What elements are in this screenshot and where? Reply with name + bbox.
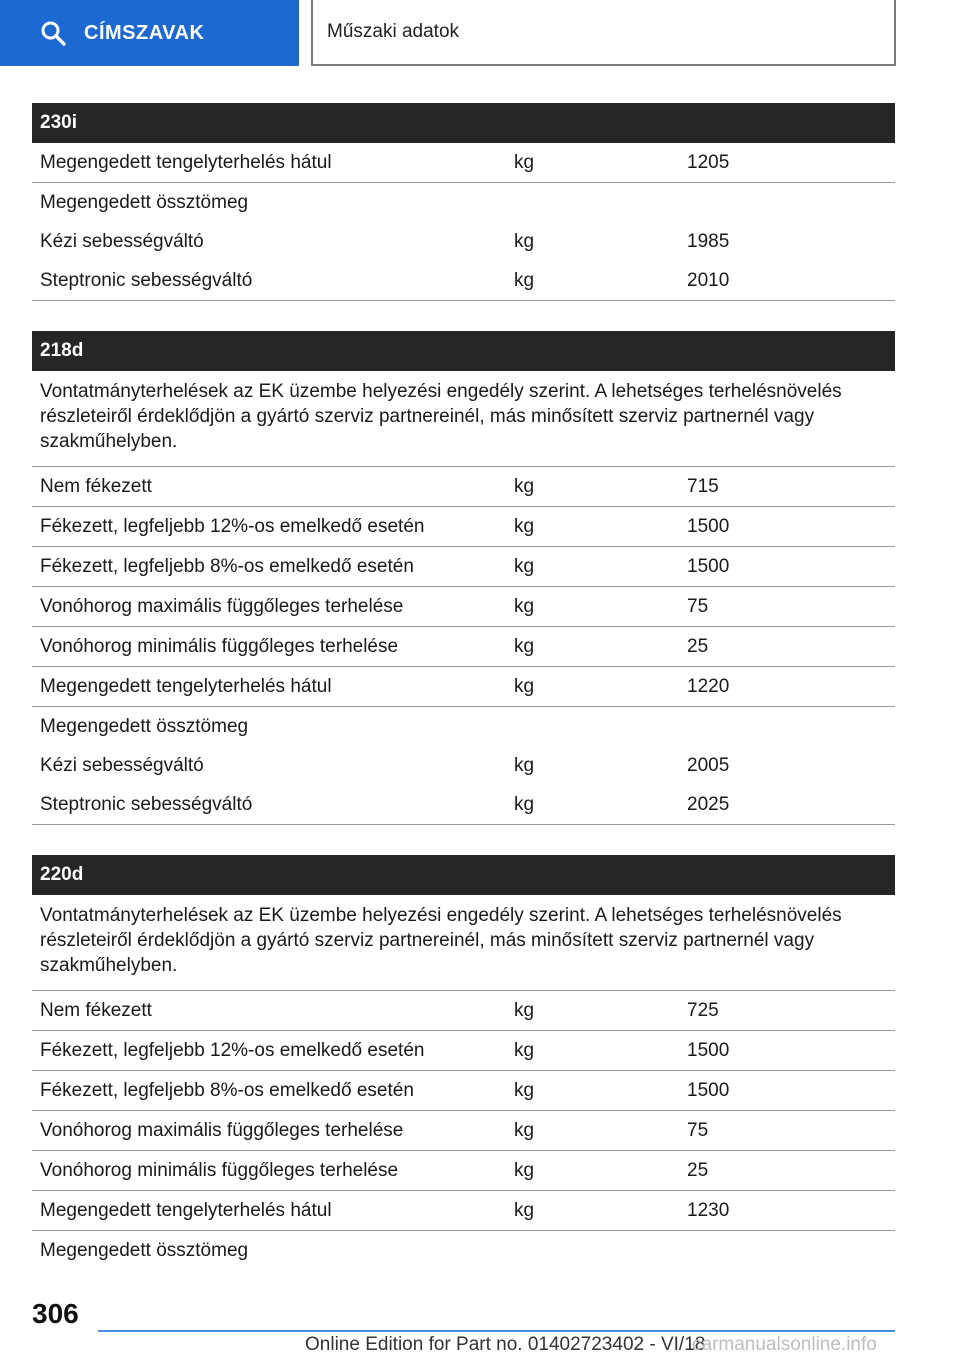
row-unit: kg	[514, 1040, 535, 1061]
table-row	[32, 507, 895, 547]
table-row	[32, 1031, 895, 1071]
row-unit: kg	[514, 152, 535, 173]
row-unit	[506, 707, 679, 746]
row-value: 2025	[687, 794, 730, 815]
table-row	[32, 1111, 895, 1151]
row-value: 25	[687, 1160, 709, 1181]
spec-block-220d	[32, 855, 895, 1270]
section-title: Műszaki adatok	[311, 0, 896, 66]
row-label: Nem fékezett	[40, 476, 152, 497]
row-unit	[506, 1231, 679, 1270]
row-label: Fékezett, legfeljebb 8%-os emelkedő esetén	[40, 1080, 414, 1101]
row-label: Megengedett tengelyterhelés hátul	[40, 152, 332, 173]
page-number: 306	[32, 1298, 79, 1329]
table-row	[32, 1231, 895, 1270]
row-value: 25	[687, 636, 709, 657]
watermark: carmanualsonline.info	[692, 1334, 877, 1355]
row-unit: kg	[514, 794, 535, 815]
row-unit: kg	[514, 270, 535, 291]
table-row	[32, 785, 895, 825]
row-unit: kg	[514, 1000, 535, 1021]
row-value: 1205	[687, 152, 730, 173]
row-label: Kézi sebességváltó	[40, 755, 204, 776]
spec-content	[32, 103, 895, 1300]
row-value: 715	[687, 476, 719, 497]
row-label: Vonóhorog minimális függőleges terhelése	[40, 1160, 399, 1181]
footer-divider	[98, 1330, 895, 1332]
row-value: 1500	[687, 1080, 730, 1101]
row-label: Fékezett, legfeljebb 12%-os emelkedő esetén	[40, 1040, 425, 1061]
row-label: Megengedett tengelyterhelés hátul	[40, 676, 332, 697]
block-header: 230i	[32, 103, 895, 143]
row-label: Megengedett össztömeg	[40, 192, 249, 213]
row-unit: kg	[514, 1080, 535, 1101]
row-label: Vonóhorog maximális függőleges terhelése	[40, 1120, 404, 1141]
row-unit: kg	[514, 676, 535, 697]
row-value	[679, 1231, 895, 1270]
row-label: Megengedett össztömeg	[40, 716, 249, 737]
table-row	[32, 707, 895, 746]
top-bar	[0, 0, 960, 66]
table-row	[32, 261, 895, 301]
row-unit: kg	[514, 755, 535, 776]
table-row	[32, 143, 895, 183]
table-row	[32, 467, 895, 507]
row-value: 1985	[687, 231, 730, 252]
row-unit: kg	[514, 1120, 535, 1141]
block-note: Vontatmányterhelések az EK üzembe helyezési engedély szerint. A lehetséges terhelésnövelés részleteiről érdeklődjön a gyártó szerviz partnereinél, más minősített szerviz partnernél vagy szakműhelyben.	[32, 371, 895, 467]
search-button[interactable]	[0, 0, 299, 66]
row-unit	[506, 183, 679, 222]
row-label: Vonóhorog minimális függőleges terhelése	[40, 636, 399, 657]
row-value: 75	[687, 596, 709, 617]
row-value: 725	[687, 1000, 719, 1021]
row-value: 1230	[687, 1200, 730, 1221]
table-row	[32, 1071, 895, 1111]
table-row	[32, 627, 895, 667]
table-row	[32, 991, 895, 1031]
row-value: 2010	[687, 270, 730, 291]
row-unit: kg	[514, 1200, 535, 1221]
row-value: 1500	[687, 516, 730, 537]
row-label: Fékezett, legfeljebb 12%-os emelkedő esetén	[40, 516, 425, 537]
row-label: Megengedett tengelyterhelés hátul	[40, 1200, 332, 1221]
row-label: Steptronic sebességváltó	[40, 270, 253, 291]
row-label: Vonóhorog maximális függőleges terhelése	[40, 596, 404, 617]
row-label: Nem fékezett	[40, 1000, 152, 1021]
row-unit: kg	[514, 1160, 535, 1181]
row-unit: kg	[514, 516, 535, 537]
row-unit: kg	[514, 476, 535, 497]
table-row	[32, 1151, 895, 1191]
row-value	[679, 183, 895, 222]
row-unit: kg	[514, 231, 535, 252]
row-unit: kg	[514, 596, 535, 617]
block-note: Vontatmányterhelések az EK üzembe helyezési engedély szerint. A lehetséges terhelésnövelés részleteiről érdeklődjön a gyártó szerviz partnereinél, más minősített szerviz partnernél vagy szakműhelyben.	[32, 895, 895, 991]
table-row	[32, 1191, 895, 1231]
table-row	[32, 746, 895, 785]
table-row	[32, 547, 895, 587]
row-value: 1500	[687, 1040, 730, 1061]
row-label: Megengedett össztömeg	[40, 1240, 249, 1261]
row-unit: kg	[514, 636, 535, 657]
table-row	[32, 183, 895, 222]
block-header: 218d	[32, 331, 895, 371]
row-label: Steptronic sebességváltó	[40, 794, 253, 815]
spec-block-218d	[32, 331, 895, 825]
row-unit: kg	[514, 556, 535, 577]
row-value: 2005	[687, 755, 730, 776]
search-button-label: CÍMSZAVAK	[84, 21, 205, 44]
block-header: 220d	[32, 855, 895, 895]
table-row	[32, 587, 895, 627]
table-row	[32, 667, 895, 707]
table-row	[32, 222, 895, 261]
row-value: 1220	[687, 676, 730, 697]
row-value	[679, 707, 895, 746]
row-value: 1500	[687, 556, 730, 577]
edition-text: Online Edition for Part no. 01402723402 - VI/18	[305, 1334, 706, 1355]
search-icon	[40, 20, 66, 46]
spec-block-230i	[32, 103, 895, 301]
row-label: Fékezett, legfeljebb 8%-os emelkedő esetén	[40, 556, 414, 577]
row-value: 75	[687, 1120, 709, 1141]
row-label: Kézi sebességváltó	[40, 231, 204, 252]
